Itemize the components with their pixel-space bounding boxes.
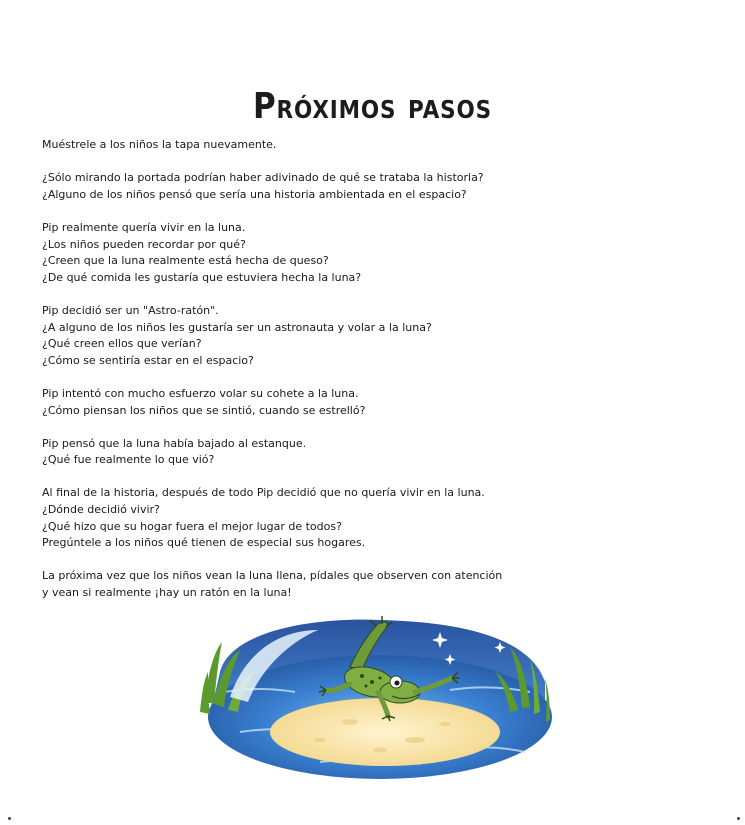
text-line: ¿Creen que la luna realmente está hecha de queso? — [42, 254, 329, 268]
text-line: ¿De qué comida les gustaría que estuviera hecha la luna? — [42, 270, 362, 284]
text-line: Pregúntele a los niños qué tienen de especial sus hogares. — [42, 536, 366, 550]
text-line: Pip intentó con mucho esfuerzo volar su cohete a la luna. — [42, 386, 359, 400]
text-line: ¿Alguno de los niños pensó que sería una historia ambientada en el espacio? — [42, 187, 467, 201]
paragraph — [42, 137, 562, 154]
text-line: ¿Sólo mirando la portada podrían haber adivinado de qué se trataba la historia? — [42, 171, 484, 185]
paragraph — [42, 436, 562, 469]
paragraph — [42, 568, 562, 601]
text-line: ¿Los niños pueden recordar por qué? — [42, 237, 246, 251]
paragraph — [42, 303, 562, 369]
text-line: Muéstrele a los niños la tapa nuevamente. — [42, 138, 277, 151]
text-line: ¿Dónde decidió vivir? — [42, 503, 160, 517]
text-line: Pip pensó que la luna había bajado al estanque. — [42, 436, 307, 450]
text-line: ¿Cómo se sentiría estar en el espacio? — [42, 353, 254, 367]
paragraph — [42, 485, 562, 551]
text-line: y vean si realmente ¡hay un ratón en la luna! — [42, 586, 292, 600]
paragraph — [42, 170, 562, 203]
page-corner-mark — [8, 817, 11, 820]
text-line: ¿Qué hizo que su hogar fuera el mejor lugar de todos? — [42, 519, 342, 533]
text-line: ¿Qué creen ellos que verían? — [42, 337, 202, 351]
text-line: Pip realmente quería vivir en la luna. — [42, 220, 246, 234]
text-line: Al final de la historia, después de todo Pip decidió que no quería vivir en la luna. — [42, 486, 485, 500]
frog-on-moon-reflection-illustration — [200, 612, 555, 782]
page-corner-mark — [737, 817, 740, 820]
text-line: ¿Cómo piensan los niños que se sintió, cuando se estrelló? — [42, 403, 366, 417]
text-line: ¿A alguno de los niños les gustaría ser un astronauta y volar a la luna? — [42, 320, 432, 334]
paragraph — [42, 386, 562, 419]
text-line: Pip decidió ser un "Astro-ratón". — [42, 303, 219, 317]
page-title: Próximos pasos — [253, 86, 492, 127]
text-line: La próxima vez que los niños vean la luna llena, pídales que observen con atención — [42, 569, 503, 583]
body-text — [42, 137, 562, 618]
text-line: ¿Qué fue realmente lo que vió? — [42, 453, 215, 467]
paragraph — [42, 220, 562, 286]
